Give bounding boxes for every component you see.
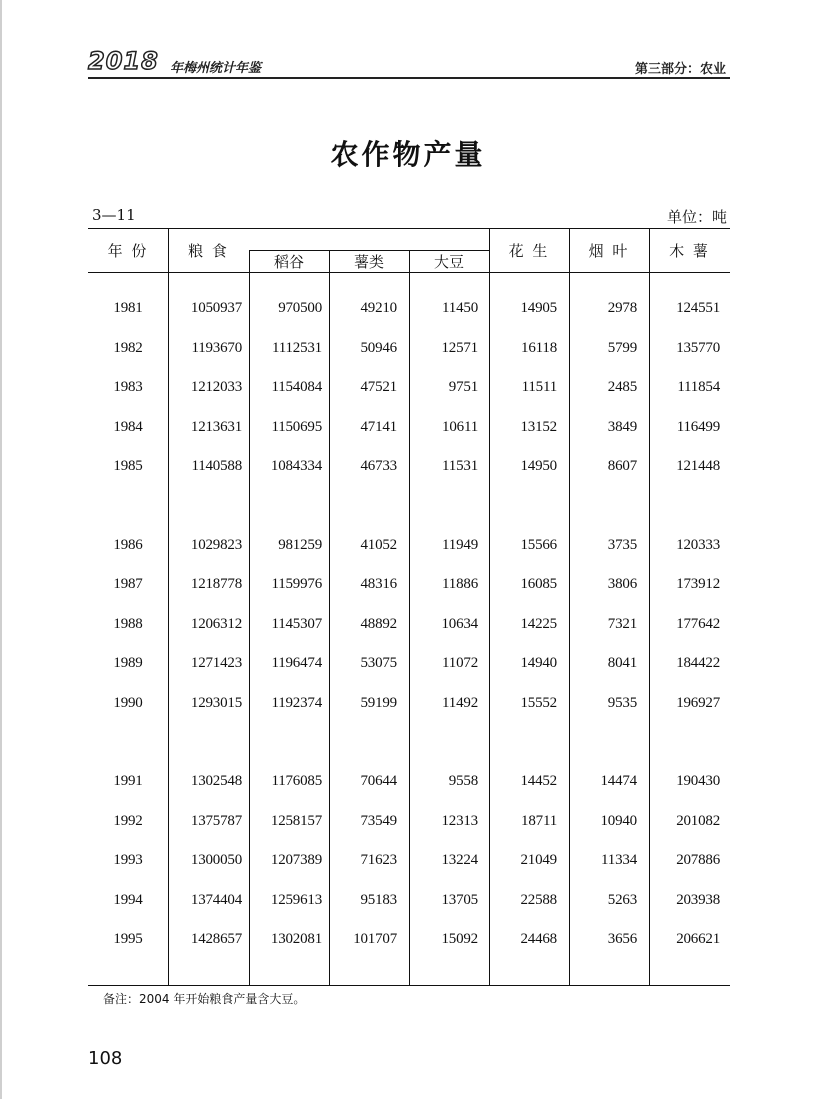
unit-label: 单位：吨: [666, 208, 727, 226]
cell-cassava: 124551: [676, 300, 720, 316]
cell-peanut: 18711: [521, 812, 557, 829]
cell-peanut: 14940: [520, 655, 557, 671]
cell-tubers: 47521: [360, 379, 397, 395]
cell-year: 1989: [113, 655, 143, 671]
cell-tubers: 53075: [360, 655, 397, 671]
cell-tobacco: 14474: [600, 773, 637, 789]
cell-tubers: 70644: [360, 773, 397, 789]
cell-year: 1993: [113, 852, 143, 868]
cell-rice: 1159976: [271, 576, 322, 592]
column-header-peanut: 花 生: [508, 242, 550, 260]
cell-tobacco: 2485: [607, 379, 637, 395]
page-title: 农作物产量: [330, 138, 486, 171]
cell-rice: 1145307: [271, 615, 322, 632]
cell-tubers: 59199: [360, 694, 397, 711]
cell-rice: 1176085: [271, 773, 322, 789]
cell-soybean: 9558: [448, 773, 478, 789]
cell-soybean: 12313: [441, 812, 478, 829]
cell-tobacco: 8607: [607, 458, 637, 474]
cell-cassava: 207886: [676, 852, 720, 868]
cell-grain: 1029823: [190, 536, 242, 553]
cell-tobacco: 2978: [607, 300, 637, 316]
cell-soybean: 13224: [441, 852, 478, 868]
column-header-cassava: 木 薯: [669, 242, 710, 260]
cell-rice: 981259: [278, 536, 322, 553]
cell-cassava: 120333: [676, 536, 720, 553]
cell-peanut: 14452: [520, 773, 557, 789]
cell-year: 1985: [113, 458, 143, 474]
cell-soybean: 13705: [441, 891, 478, 908]
cell-peanut: 14950: [520, 458, 557, 474]
column-header-soybean: 大豆: [433, 253, 464, 271]
cell-soybean: 11949: [442, 536, 478, 553]
cell-cassava: 121448: [676, 458, 720, 474]
cell-tobacco: 5799: [607, 339, 637, 356]
cell-soybean: 12571: [441, 339, 478, 356]
cell-grain: 1206312: [190, 615, 242, 632]
cell-grain: 1300050: [190, 852, 242, 868]
cell-peanut: 15566: [520, 536, 557, 553]
cell-tobacco: 11334: [601, 852, 637, 868]
cell-peanut: 14225: [520, 615, 557, 632]
cell-rice: 1112531: [272, 339, 322, 356]
table-top-rule: [88, 228, 730, 229]
cell-grain: 1213631: [190, 418, 242, 435]
cell-year: 1988: [113, 615, 143, 632]
cell-soybean: 11886: [442, 576, 478, 592]
cell-soybean: 11450: [442, 300, 478, 316]
cell-soybean: 15092: [441, 931, 478, 947]
cell-peanut: 14905: [520, 300, 557, 316]
cell-tubers: 46733: [360, 458, 397, 474]
cell-rice: 1150695: [271, 418, 322, 435]
cell-year: 1992: [113, 812, 143, 829]
cell-rice: 1192374: [271, 694, 322, 711]
cell-peanut: 16118: [521, 339, 557, 356]
column-header-year: 年 份: [107, 242, 149, 260]
cell-tobacco: 8041: [607, 655, 637, 671]
footnote: 备注：2004 年开始粮食产量含大豆。: [103, 992, 306, 1006]
cell-peanut: 22588: [520, 891, 557, 908]
cell-rice: 1258157: [270, 812, 322, 829]
cell-rice: 1259613: [270, 891, 322, 908]
cell-grain: 1375787: [190, 812, 242, 829]
table-bottom-rule: [88, 985, 730, 986]
cell-grain: 1271423: [190, 655, 242, 671]
cell-soybean: 11492: [442, 694, 478, 711]
cell-year: 1990: [113, 694, 143, 711]
cell-cassava: 135770: [676, 339, 720, 356]
cell-tobacco: 3735: [607, 536, 637, 553]
cell-peanut: 24468: [520, 931, 557, 947]
cell-tobacco: 3849: [607, 418, 637, 435]
cell-cassava: 201082: [676, 812, 720, 829]
cell-tubers: 71623: [360, 852, 397, 868]
column-header-tobacco: 烟 叶: [588, 242, 630, 260]
page-number: 108: [88, 1048, 123, 1069]
cell-rice: 1207389: [270, 852, 322, 868]
cell-soybean: 9751: [448, 379, 478, 395]
cell-cassava: 173912: [676, 576, 720, 592]
cell-tubers: 101707: [353, 931, 397, 947]
running-header: [88, 47, 730, 79]
cell-grain: 1218778: [190, 576, 242, 592]
cell-grain: 1374404: [190, 891, 242, 908]
cell-rice: 1154084: [271, 379, 322, 395]
cell-rice: 1084334: [270, 458, 322, 474]
cell-tubers: 73549: [360, 812, 397, 829]
cell-rice: 970500: [278, 300, 322, 316]
cell-peanut: 13152: [520, 418, 557, 435]
cell-tobacco: 9535: [607, 694, 637, 711]
cell-soybean: 11072: [442, 655, 478, 671]
cell-tubers: 48892: [360, 615, 397, 632]
column-header-rice: 稻谷: [273, 253, 304, 271]
cell-year: 1986: [113, 536, 143, 553]
cell-year: 1991: [113, 773, 143, 789]
cell-cassava: 196927: [676, 694, 720, 711]
cell-cassava: 116499: [676, 418, 720, 435]
cell-cassava: 203938: [676, 891, 720, 908]
cell-grain: 1293015: [190, 694, 242, 711]
cell-year: 1983: [113, 379, 143, 395]
header-book-title: 年梅州统计年鉴: [170, 61, 262, 76]
cell-peanut: 11511: [521, 379, 557, 395]
cell-grain: 1428657: [190, 931, 242, 947]
cell-tubers: 41052: [360, 536, 397, 553]
cell-tobacco: 7321: [607, 615, 637, 632]
cell-tobacco: 3656: [607, 931, 637, 947]
cell-tubers: 47141: [360, 418, 397, 435]
cell-soybean: 10634: [441, 615, 478, 632]
column-header-grain: 粮 食: [188, 242, 229, 260]
cell-year: 1981: [113, 300, 143, 316]
table-number: 3—11: [92, 206, 136, 224]
cell-peanut: 21049: [520, 852, 557, 868]
cell-cassava: 184422: [676, 655, 720, 671]
cell-grain: 1302548: [190, 773, 242, 789]
column-header-tubers: 薯类: [353, 253, 384, 271]
cell-tubers: 49210: [360, 300, 397, 316]
cell-grain: 1050937: [190, 300, 242, 316]
cell-grain: 1140588: [191, 458, 242, 474]
cell-rice: 1302081: [270, 931, 322, 947]
cell-cassava: 206621: [676, 931, 720, 947]
cell-year: 1987: [113, 576, 143, 592]
cell-year: 1994: [113, 891, 143, 908]
cell-tubers: 48316: [360, 576, 397, 592]
cell-peanut: 15552: [520, 694, 557, 711]
cell-tobacco: 10940: [600, 812, 637, 829]
cell-soybean: 11531: [442, 458, 478, 474]
cell-cassava: 177642: [676, 615, 720, 632]
header-year: 2018: [88, 47, 159, 75]
subheader-rule: [249, 250, 489, 251]
cell-rice: 1196474: [271, 655, 322, 671]
cell-soybean: 10611: [442, 418, 478, 435]
cell-peanut: 16085: [520, 576, 557, 592]
cell-year: 1995: [113, 931, 143, 947]
cell-grain: 1193670: [191, 339, 242, 356]
cell-tobacco: 5263: [607, 891, 637, 908]
cell-tobacco: 3806: [607, 576, 637, 592]
cell-cassava: 111854: [677, 379, 720, 395]
cell-tubers: 95183: [360, 891, 397, 908]
cell-year: 1982: [113, 339, 143, 356]
cell-grain: 1212033: [190, 379, 242, 395]
cell-tubers: 50946: [360, 339, 397, 356]
header-section: 第三部分：农业: [634, 62, 726, 77]
cell-year: 1984: [113, 418, 143, 435]
cell-cassava: 190430: [676, 773, 720, 789]
